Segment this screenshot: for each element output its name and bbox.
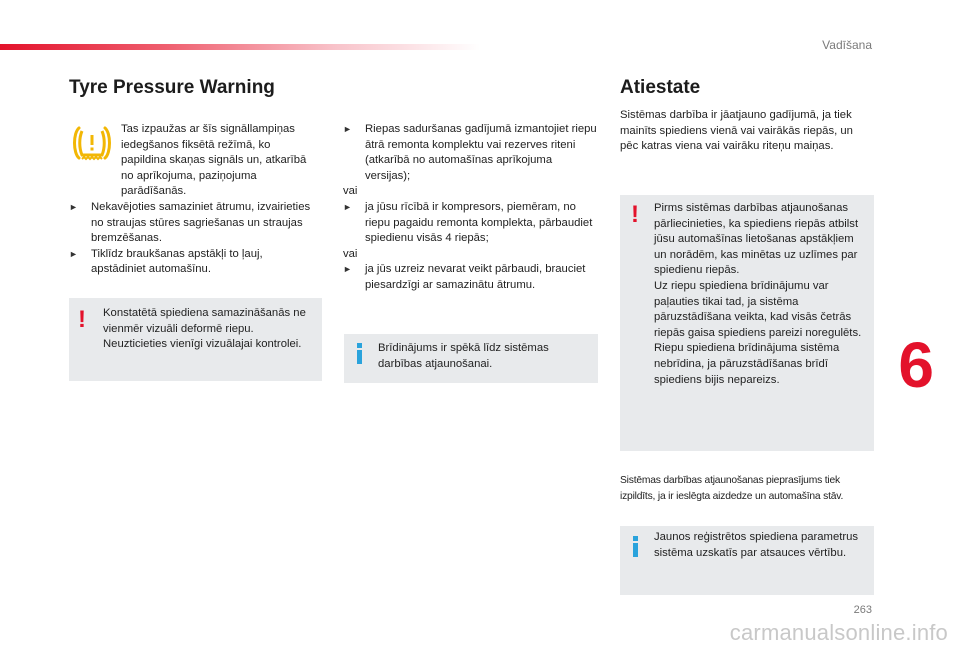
reset-requirement: Sistēmas darbības atjaunošanas pieprasījums tiek izpildīts, ja ir ieslēgta aizdedze un automašīna stāv.: [620, 475, 844, 502]
list-item-text: ja jūsu rīcībā ir kompresors, piemēram, no riepu pagaidu remonta komplekta, pārbaudiet spiedienu visās 4 riepās;: [365, 200, 593, 245]
middle-list: [343, 122, 599, 294]
reset-warning-text: [654, 201, 869, 388]
list-item: [69, 247, 319, 278]
exclamation-icon: !: [78, 306, 86, 333]
reset-warning-note-box: [620, 195, 874, 451]
arrow-bullet-icon: ►: [69, 202, 78, 212]
list-item: [343, 122, 599, 184]
list-item-text: Tiklīdz braukšanas apstākļi to ļauj, apstādiniet automašīnu.: [91, 247, 263, 276]
tyre-pressure-warning-icon: [70, 124, 114, 164]
warning-note-text: Konstatētā spiediena samazināšanās ne vienmēr vizuāli deformē riepu. Neuzticieties vienīgi vizuālajai kontrolei.: [103, 307, 306, 351]
arrow-bullet-icon: ►: [69, 248, 78, 259]
warning-paragraph: Pirms sistēmas darbības atjaunošanas pārliecinieties, ka spiediens riepās atbilst jūsu automašīnas lietošanas apstākļiem un norādēm, kas minētas uz uzlīmes par spiedienu riepās.: [654, 202, 859, 277]
watermark: carmanualsonline.info: [729, 620, 948, 645]
list-item-text: ja jūs uzreiz nevarat veikt pārbaudi, brauciet piesardzīgi ar samazinātu ātrumu.: [365, 263, 586, 291]
warning-paragraph: Riepu spiediena brīdinājuma sistēma nebrīdina, ja pāruzstādīšanas brīdī spiediens bijis nepareizs.: [654, 342, 840, 386]
page-number: 263: [853, 604, 872, 616]
arrow-bullet-icon: ►: [343, 124, 352, 134]
list-item-text: Riepas saduršanas gadījumā izmantojiet riepu ātrā remonta komplektu vai rezerves riteni (atkarībā no automašīnas aprīkojuma versijas);: [365, 123, 597, 182]
left-bullet-list: [69, 200, 319, 278]
list-item: [343, 200, 599, 247]
reset-info-text: Jaunos reģistrētos spiediena parametrus sistēma uzskatīs par atsauces vērtību.: [654, 531, 859, 559]
info-icon: [633, 536, 638, 557]
warning-intro: Tas izpaužas ar šīs signāllampiņas iedegšanos fiksētā režīmā, ko papildina skaņas signāls un, atkarībā no aprīkojuma, paziņojuma parādīšanās.: [121, 123, 307, 198]
info-icon: [357, 343, 362, 364]
reset-info-note-box: [620, 526, 874, 595]
section-header: Vadīšana: [822, 38, 872, 52]
arrow-bullet-icon: ►: [343, 264, 352, 275]
exclamation-icon: !: [631, 201, 639, 228]
section-title: Atiestate: [620, 77, 701, 98]
or-separator: vai: [343, 247, 358, 260]
list-item-text: Nekavējoties samaziniet ātrumu, izvairieties no straujas stūres sagriešanas un straujas bremzēšanas.: [91, 201, 311, 245]
chapter-number: 6: [898, 329, 934, 401]
arrow-bullet-icon: ►: [343, 201, 352, 212]
list-item: [343, 262, 599, 293]
warning-note-box: [69, 298, 322, 381]
info-note-text: Brīdinājums ir spēkā līdz sistēmas darbības atjaunošanai.: [378, 342, 549, 370]
reset-intro: Sistēmas darbība ir jāatjauno gadījumā, ja tiek mainīts spiediens vienā vai vairākās riepās, un pēc katras viena vai vairāku riteņu maiņas.: [620, 109, 853, 153]
header-gradient-bar: [0, 44, 480, 50]
warning-paragraph: Uz riepu spiediena brīdinājumu var paļauties tikai tad, ja sistēma pāruzstādīšana veikta, kad visās četrās riepās gaisa spiediens pareizi noregulēts.: [654, 279, 862, 339]
or-separator: vai: [343, 185, 358, 198]
list-item: [69, 200, 319, 247]
page-title: Tyre Pressure Warning: [69, 77, 275, 98]
info-note-box: [344, 334, 598, 383]
